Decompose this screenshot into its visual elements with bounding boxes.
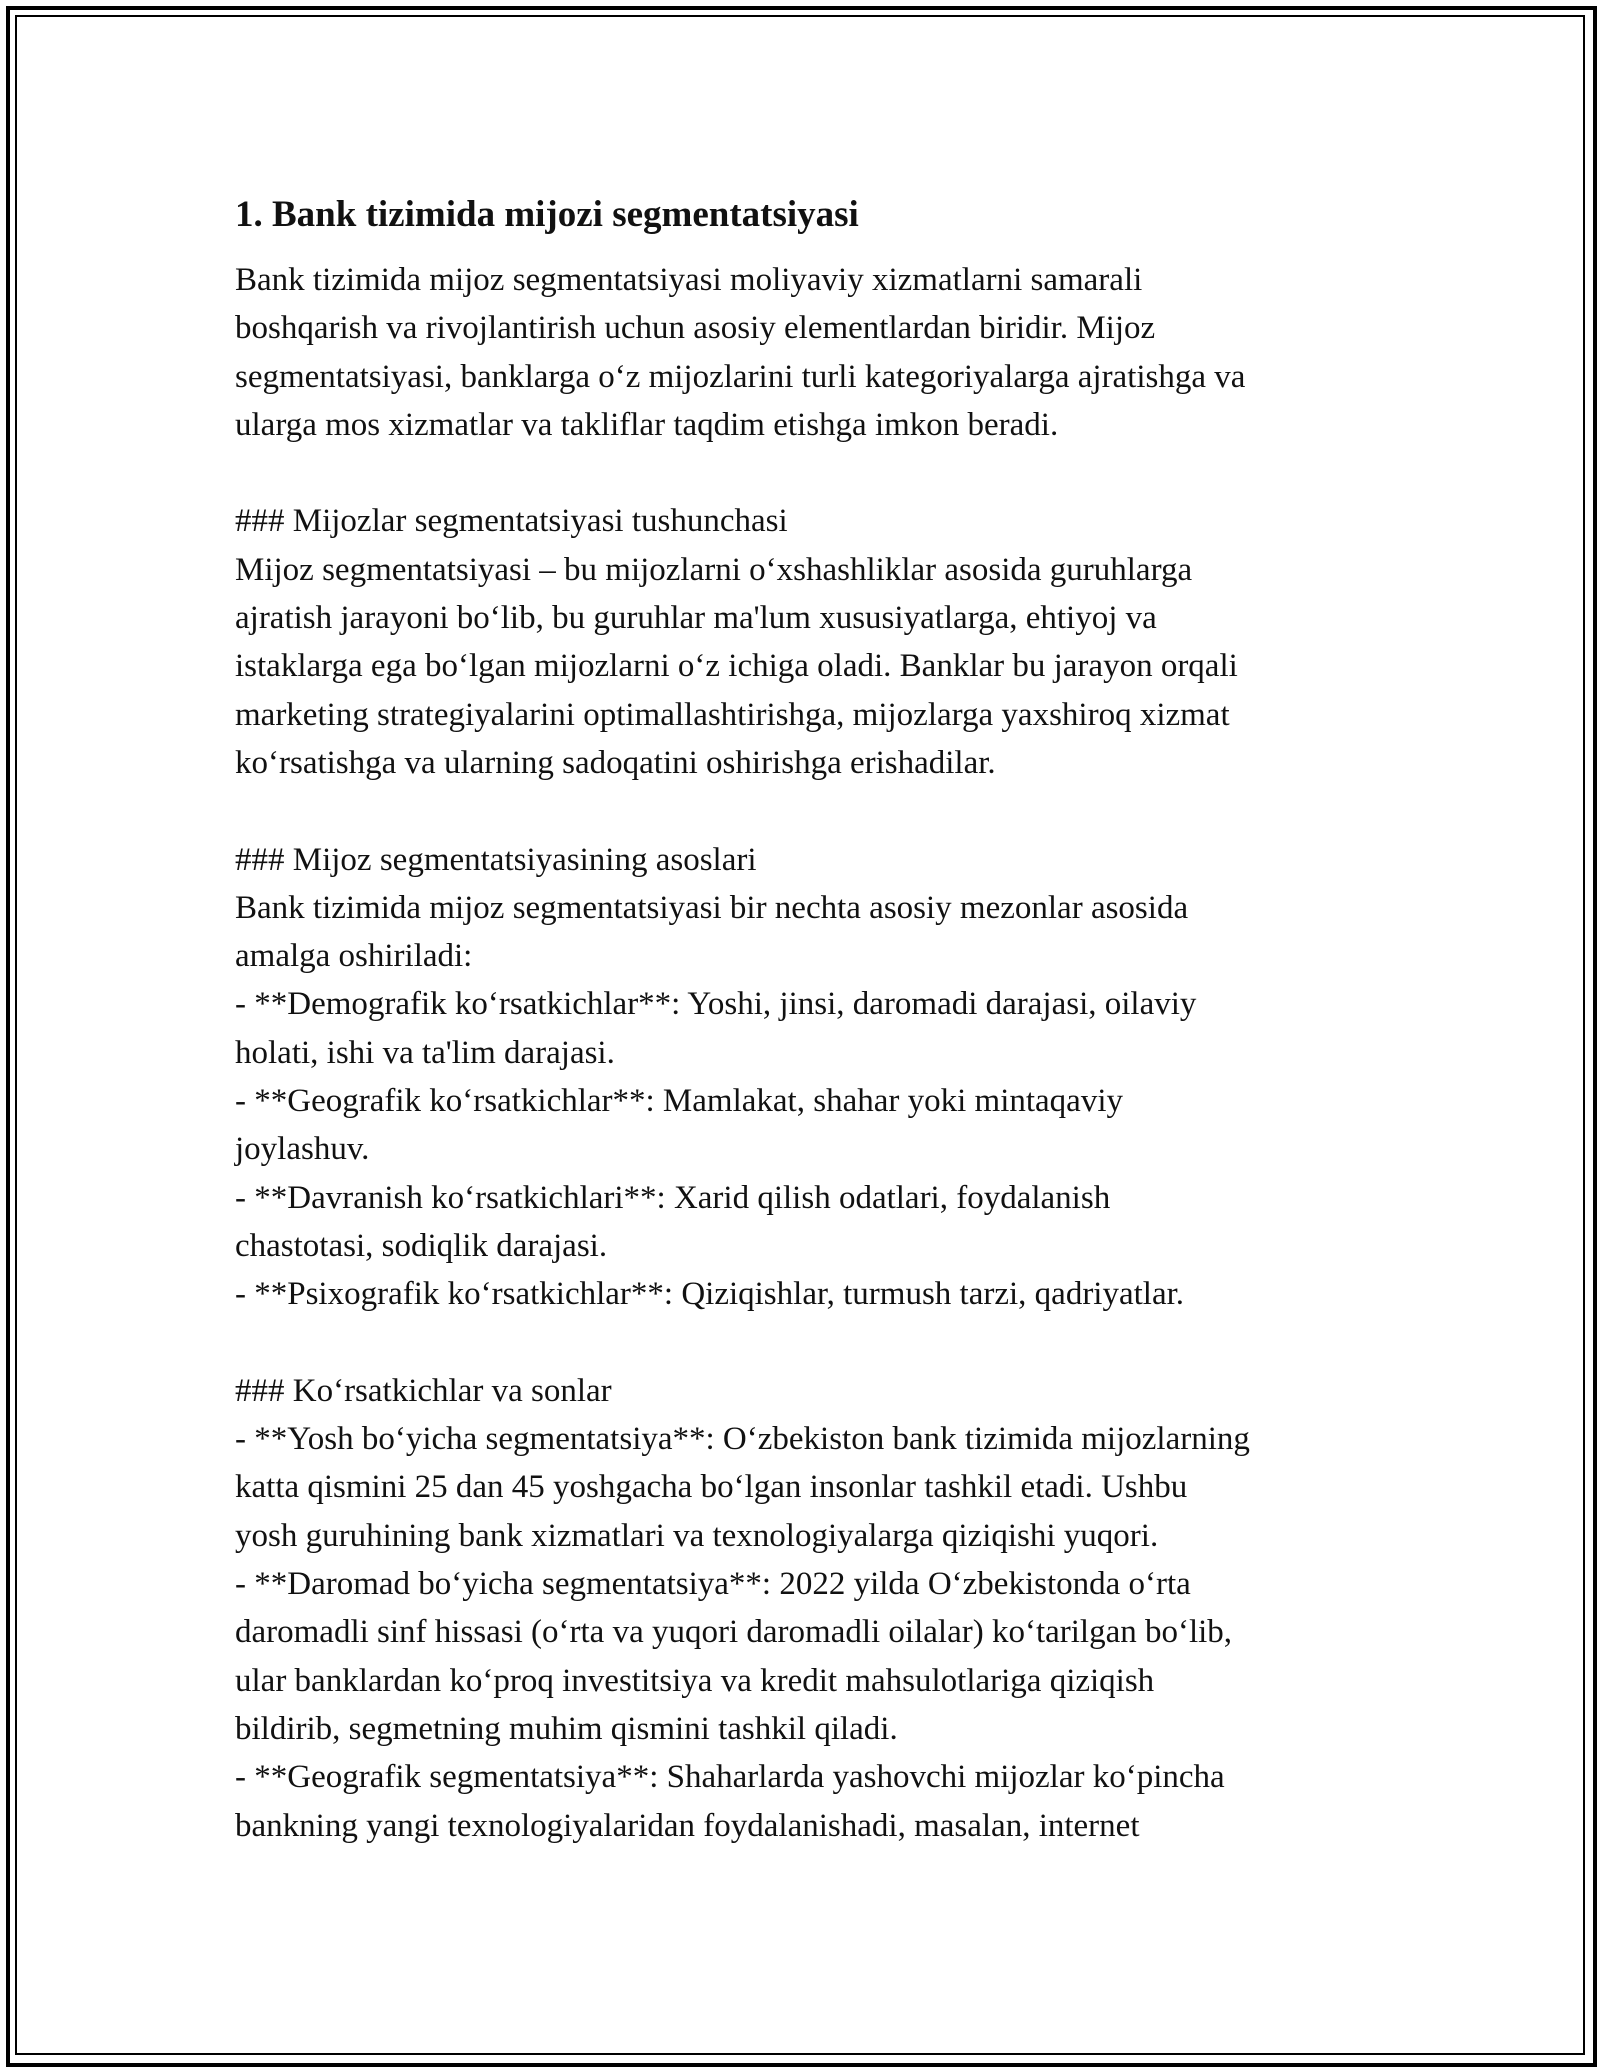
document-title: 1. Bank tizimida mijozi segmentatsiyasi	[235, 194, 859, 235]
intro-line: Bank tizimida mijoz segmentatsiyasi moliyaviy xizmatlarni samarali	[235, 262, 1143, 298]
list-item-line: - **Geografik koʻrsatkichlar**: Mamlakat, shahar yoki mintaqaviy	[235, 1083, 1123, 1120]
list-item-line: katta qismini 25 dan 45 yoshgacha boʻlgan insonlar tashkil etadi. Ushbu	[235, 1469, 1188, 1506]
list-item-line: daromadli sinf hissasi (oʻrta va yuqori daromadli oilalar) koʻtarilgan boʻlib,	[235, 1614, 1233, 1651]
paragraph-gap	[235, 449, 1395, 497]
intro-line: segmentatsiyasi, banklarga oʻz mijozlarini turli kategoriyalarga ajratishga va	[235, 358, 1246, 395]
list-item-line: - **Demografik koʻrsatkichlar**: Yoshi, jinsi, daromadi darajasi, oilaviy	[235, 986, 1197, 1023]
section-line: istaklarga ega boʻlgan mijozlarni oʻz ichiga oladi. Banklar bu jarayon orqali	[235, 648, 1238, 685]
section-heading: ### Mijozlar segmentatsiyasi tushunchasi	[235, 503, 788, 540]
section-heading: ### Mijoz segmentatsiyasining asoslari	[235, 841, 757, 878]
list-item-line: bildirib, segmetning muhim qismini tashkil qiladi.	[235, 1710, 898, 1747]
list-item-line: joylashuv.	[235, 1131, 370, 1168]
section-line: ajratish jarayoni boʻlib, bu guruhlar ma'lum xususiyatlarga, ehtiyoj va	[235, 600, 1157, 637]
paragraph-gap	[235, 1319, 1395, 1367]
section-heading: ### Koʻrsatkichlar va sonlar	[235, 1372, 612, 1409]
list-item-line: yosh guruhining bank xizmatlari va texnologiyalarga qiziqishi yuqori.	[235, 1517, 1159, 1554]
section-foundations	[235, 836, 1395, 1319]
intro-paragraph	[235, 256, 1395, 449]
section-line: Mijoz segmentatsiyasi – bu mijozlarni oʻxshashliklar asosida guruhlarga	[235, 551, 1193, 588]
intro-line: boshqarish va rivojlantirish uchun asosiy elementlardan biridir. Mijoz	[235, 310, 1156, 347]
section-line: koʻrsatishga va ularning sadoqatini oshirishga erishadilar.	[235, 744, 996, 781]
section-line: Bank tizimida mijoz segmentatsiyasi bir nechta asosiy mezonlar asosida	[235, 889, 1189, 926]
intro-line: ularga mos xizmatlar va takliflar taqdim etishga imkon beradi.	[235, 406, 1059, 443]
list-item-line: chastotasi, sodiqlik darajasi.	[235, 1227, 608, 1264]
list-item-line: - **Daromad boʻyicha segmentatsiya**: 2022 yilda Oʻzbekistonda oʻrta	[235, 1566, 1191, 1603]
list-item-line: bankning yangi texnologiyalaridan foydalanishadi, masalan, internet	[235, 1807, 1140, 1844]
list-item-line: - **Davranish koʻrsatkichlari**: Xarid qilish odatlari, foydalanish	[235, 1179, 1111, 1216]
list-item-line: - **Geografik segmentatsiya**: Shaharlarda yashovchi mijozlar koʻpincha	[235, 1759, 1225, 1796]
section-line: amalga oshiriladi:	[235, 938, 473, 975]
list-item-line: holati, ishi va ta'lim darajasi.	[235, 1034, 615, 1071]
document-body	[235, 187, 1395, 1850]
list-item-line: - **Psixografik koʻrsatkichlar**: Qiziqishlar, turmush tarzi, qadriyatlar.	[235, 1276, 1185, 1313]
section-indicators	[235, 1367, 1395, 1850]
section-line: marketing strategiyalarini optimallashtirishga, mijozlarga yaxshiroq xizmat	[235, 696, 1230, 733]
list-item-line: - **Yosh boʻyicha segmentatsiya**: Oʻzbekiston bank tizimida mijozlarning	[235, 1421, 1250, 1458]
list-item-line: ular banklardan koʻproq investitsiya va kredit mahsulotlariga qiziqish	[235, 1662, 1155, 1699]
section-concept	[235, 497, 1395, 787]
paragraph-gap	[235, 787, 1395, 835]
